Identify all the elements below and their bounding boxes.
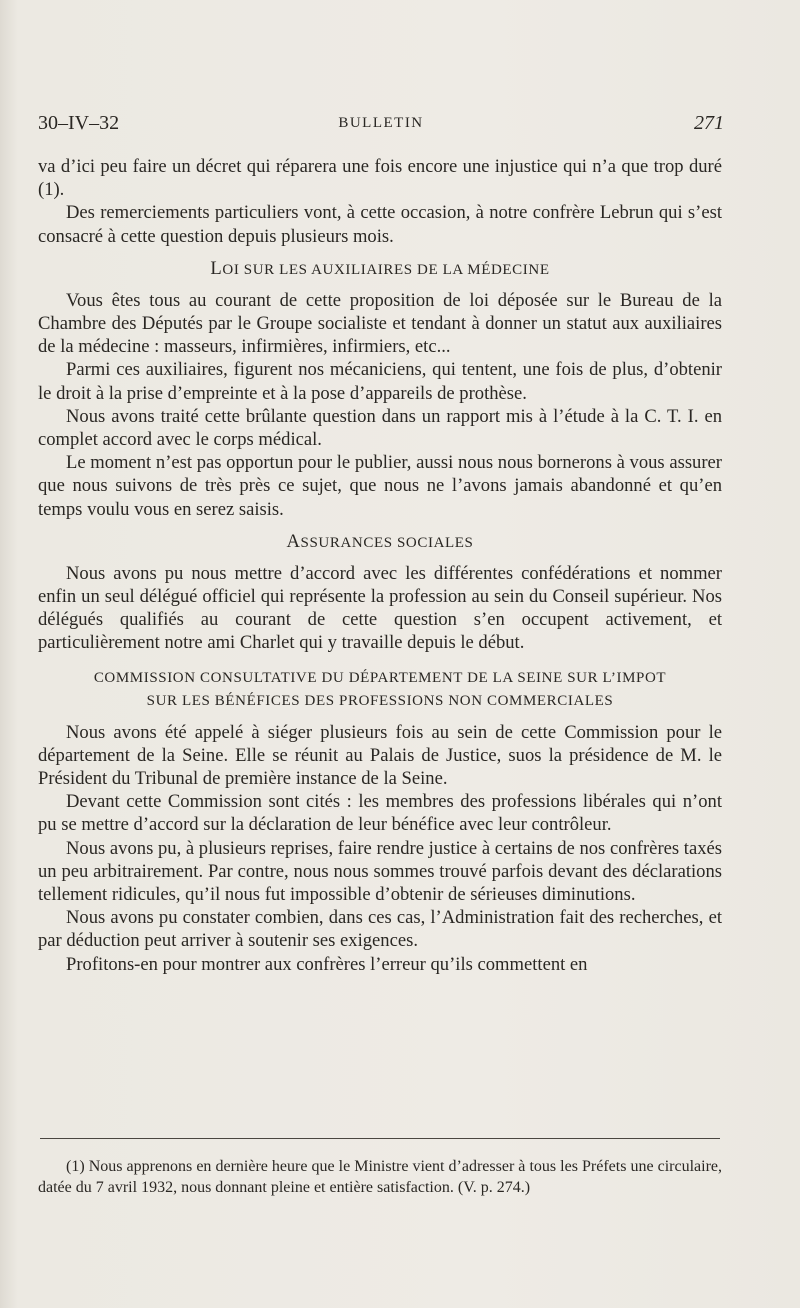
section-heading-assurances: ASSURANCES SOCIALES [286,530,474,552]
paragraph: va d’ici peu faire un décret qui réparera une fois encore une injustice qui n’a que trop duré (1). [38,156,722,201]
page-number: 271 [694,112,724,134]
heading-line: COMMISSION CONSULTATIVE DU DÉPARTEMENT DE LA SEINE SUR L’IMPOT [93,669,667,686]
running-header [38,112,724,142]
paragraph: Vous êtes tous au courant de cette proposition de loi déposée sur le Bureau de la Chambre des Députés par le Groupe socialiste et tendant à donner un statut aux auxiliaires de la médecine : masseurs, infirmières, infirmiers, etc... [38,289,722,358]
section-heading-commission [38,667,722,713]
paragraph: Nous avons pu nous mettre d’accord avec les différentes confédérations et nommer enfin un seul délégué officiel qui représente la profession au sein du Conseil supérieur. Nos délégués qualifiés au courant de cette question s’en occupent activement, et particulièrement notre ami Charlet qui y travaille depuis le début. [38,562,722,654]
paragraph: Nous avons pu constater combien, dans ces cas, l’Administration fait des recherches, et par déduction peut arriver à soutenir ses exigences. [38,907,722,952]
paragraph: Nous avons été appelé à siéger plusieurs fois au sein de cette Commission pour le département de la Seine. Elle se réunit au Palais de Justice, suos la présidence de M. le Président du Tribunal de première instance de la Seine. [38,721,722,790]
paragraph: Nous avons traité cette brûlante question dans un rapport mis à l’étude à la C. T. I. en complet accord avec le corps médical. [38,405,722,451]
paragraph: Parmi ces auxiliaires, figurent nos mécaniciens, qui tentent, une fois de plus, d’obtenir le droit à la prise d’empreinte et à la pose d’appareils de prothèse. [38,359,722,404]
footnote-divider [40,1138,720,1139]
heading-line: SUR LES BÉNÉFICES DES PROFESSIONS NON COMMERCIALES [146,692,614,709]
paragraph: Nous avons pu, à plusieurs reprises, faire rendre justice à certains de nos confrères taxés un peu arbitrairement. Par contre, nous nous sommes trouvé parfois devant des déclarations tellement ridicules, qu’il nous fut impossible d’obtenir de sérieuses diminutions. [38,837,722,906]
header-date: 30–IV–32 [38,112,120,134]
paragraph: Le moment n’est pas opportun pour le publier, aussi nous nous bornerons à vous assurer que nous suivons de très près ce sujet, que nous ne l’avons jamais abandonné et qu’en temps voulu vous en serez saisis. [38,452,722,520]
paragraph: Profitons-en pour montrer aux confrères l’erreur qu’ils commettent en [66,953,588,975]
header-title: BULLETIN [338,115,424,131]
paragraph: Des remerciements particuliers vont, à cette occasion, à notre confrère Lebrun qui s’est consacré à cette question depuis plusieurs mois. [38,202,722,247]
section-heading-loi: LOI SUR LES AUXILIAIRES DE LA MÉDECINE [210,257,550,279]
paragraph: Devant cette Commission sont cités : les membres des professions libérales qui n’ont pu se mettre d’accord sur la déclaration de leur bénéfice avec leur contrôleur. [38,791,722,836]
footnote-text: (1) Nous apprenons en dernière heure que le Ministre vient d’adresser à tous les Préfets une circulaire, datée du 7 avril 1932, nous donnant pleine et entière satisfaction. (V. p. 274.) [38,1158,722,1196]
body-text [38,155,722,976]
footnote [38,1156,722,1198]
